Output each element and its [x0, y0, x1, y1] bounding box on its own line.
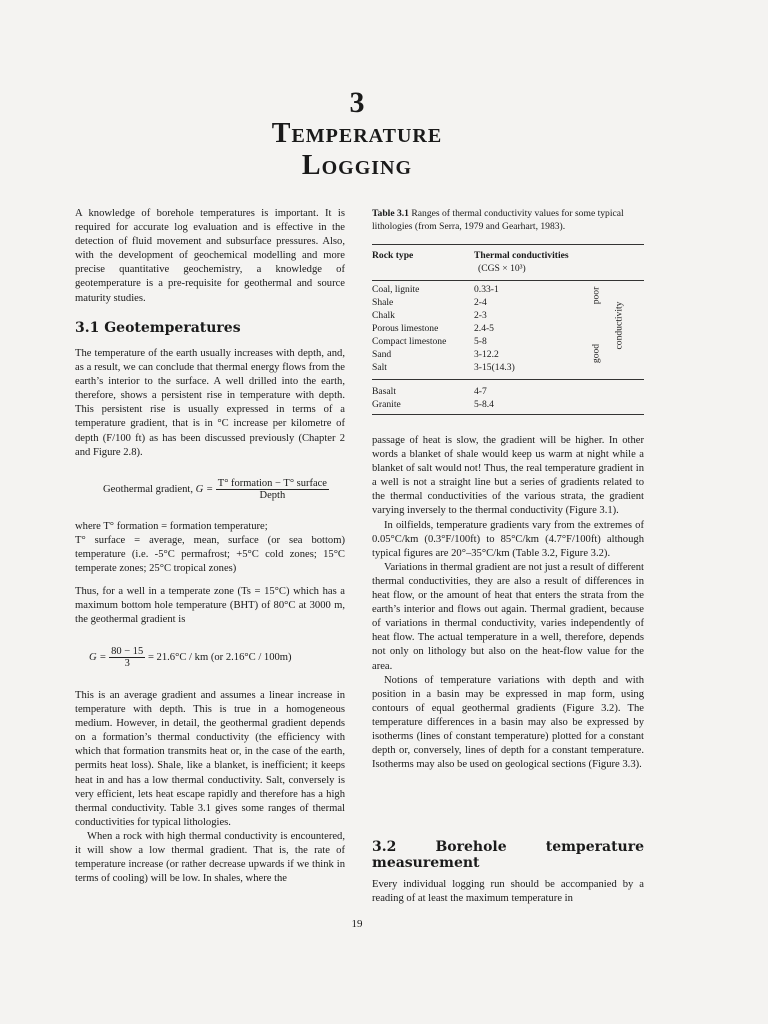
table-caption-text: Ranges of thermal conductivity values for some typical lithologies (from Serra, 1979 and Gearhart, 1983).: [372, 208, 624, 232]
paragraph-text: When a rock with high thermal conductivity is encountered, it will show a low thermal gradient. That is, the rate of temperature increase (or rather decrease upwards if we think in terms of cooling) will be low. In shales, where the: [75, 830, 345, 885]
table-header-rock-type: Rock type: [372, 250, 414, 261]
equation-label: Geothermal gradient,: [103, 483, 194, 495]
rock-type-cell: Salt: [372, 362, 387, 373]
rock-type-cell: Coal, lignite: [372, 284, 420, 295]
geothermal-gradient-equation: [103, 478, 329, 501]
rock-type-cell: Compact limestone: [372, 336, 447, 347]
equation-variable: G =: [89, 651, 107, 663]
paragraph-text: Thus, for a well in a temperate zone (Ts = 15°C) which has a maximum bottom hole temperature (BHT) of 80°C at 3000 m, the geothermal gradient is: [75, 586, 345, 626]
equation-denominator: Depth: [259, 490, 286, 501]
paragraph-text: Variations in thermal gradient are not just a result of different thermal conductivities, they are also a result of differences in heat flow, or the amount of heat that enters the strata from the earth’s interior and flows out again. Thermal gradient, because of variations in thermal conductivity, varies independently of heat flow. The actual temperature in a well, therefore, depends not only on lithology but also on the heat-flow value for the area.: [372, 561, 644, 672]
rock-type-cell: Shale: [372, 297, 394, 308]
conductivity-cell: 3-15(14.3): [474, 362, 515, 373]
conductivity-cell: 5-8.4: [474, 399, 494, 410]
section-3-2-heading: [372, 839, 644, 871]
section-heading: 3.2 Borehole temperature measurement: [372, 839, 644, 871]
table-row: [372, 283, 572, 296]
paragraph-text: The temperature of the earth usually increases with depth, and, as a result, we can conclude that thermal energy flows from the earth’s interior to the surface. A well drilled into the earth, therefore, shows a persistent rise in temperature with depth. This persistent rise is usually expressed in terms of a temperature gradient, that is in °C increase per kilometre of depth (F/100 ft) as has been discussed previously (Chapter 2 and Figure 2.8).: [75, 348, 345, 458]
equation-denominator: 3: [124, 658, 130, 669]
rock-type-cell: Basalt: [372, 386, 396, 397]
table-row: [372, 296, 572, 309]
paragraph-text: Every individual logging run should be accompanied by a reading of at least the maximum temperature in: [372, 879, 644, 905]
table-bottom-rule: [372, 414, 644, 415]
rock-type-cell: Chalk: [372, 310, 395, 321]
conductivity-cell: 3-12.2: [474, 349, 499, 360]
conductivity-cell: 2-4: [474, 297, 487, 308]
label-conductivity: conductivity: [613, 301, 625, 350]
intro-paragraph: [75, 207, 345, 306]
table-caption: [372, 208, 644, 234]
definition-surface: T° surface = average, mean, surface (or sea bottom) temperature (i.e. -5°C permafrost; +5°C cold zones; 15°C temperate zones; 25°C tropical zones): [75, 535, 345, 575]
where-definitions: [75, 520, 345, 576]
equation-variable: G =: [195, 483, 214, 495]
label-poor: poor: [590, 286, 602, 305]
table-top-rule: [372, 244, 644, 245]
equation-numerator: 80 − 15: [111, 646, 144, 657]
table-header-unit: (CGS × 10³): [478, 263, 526, 274]
table-caption-label: Table 3.1: [372, 208, 409, 219]
table-header-rule: [372, 280, 644, 281]
table-row: [372, 385, 572, 398]
equation-fraction: [216, 478, 329, 501]
conductivity-cell: 5-8: [474, 336, 487, 347]
table-row: [372, 398, 572, 411]
equation-numerator: T° formation − T° surface: [217, 478, 327, 489]
section-3-1-paragraph-2: [75, 585, 345, 627]
chapter-number: 3: [349, 86, 365, 119]
page-number: 19: [351, 918, 363, 930]
section-3-2-paragraph: [372, 878, 644, 906]
table-row: [372, 335, 572, 348]
equation-result: = 21.6°C / km (or 2.16°C / 100m): [147, 651, 292, 663]
definition-formation: where T° formation = formation temperature;: [75, 521, 268, 532]
rock-type-cell: Sand: [372, 349, 392, 360]
table-row: [372, 322, 572, 335]
chapter-title-line2: Logging: [301, 150, 413, 181]
chapter-title-line1: Temperature: [271, 118, 443, 149]
equation-fraction: [109, 646, 145, 669]
section-3-1-paragraph-1: [75, 347, 345, 460]
conductivity-cell: 2.4-5: [474, 323, 494, 334]
paragraph-text: This is an average gradient and assumes a linear increase in temperature with depth. This is true in a homogeneous medium. However, in detail, the geothermal gradient depends on a formation’s thermal conductivity (the efficiency with which that formation transmits heat or, in the case of the earth, permits heat loss). Shale, like a blanket, is inefficient; it keeps heat in and has a low thermal conductivity. Salt, conversely is very efficient, lets heat escape rapidly and therefore has a high thermal conductivity. Table 3.1 gives some ranges of thermal conductivities for typical lithologies.: [75, 690, 345, 828]
rock-type-cell: Granite: [372, 399, 401, 410]
rock-type-cell: Porous limestone: [372, 323, 439, 334]
table-row: [372, 348, 572, 361]
table-middle-rule: [372, 379, 644, 380]
table-header-conductivity: Thermal conductivities: [474, 250, 569, 261]
right-column-text: [372, 434, 644, 772]
section-3-1-heading: [75, 320, 345, 336]
label-good: good: [590, 343, 602, 364]
conductivity-cell: 4-7: [474, 386, 487, 397]
gradient-example-equation: [89, 646, 292, 669]
table-row: [372, 309, 572, 322]
intro-text: A knowledge of borehole temperatures is important. It is required for accurate log evaluation and is effective in the detection of fluid movement and subsurface pressures. Also, with the development of geochemical modelling and more precise quantitative geochemistry, a knowledge of geotemperature is a pre-requisite for geothermal and source maturity studies.: [75, 208, 345, 304]
paragraph-text: Notions of temperature variations with depth and with position in a basin may be expressed in map form, using contours of equal geothermal gradients (Figure 3.2). The temperature differences in a basin may also be expressed by isotherms (lines of constant temperature) plotted for a constant depth or, conversely, lines of depth for a constant temperature. Isotherms may also be used on geological sections (Figure 3.3).: [372, 674, 644, 771]
conductivity-cell: 2-3: [474, 310, 487, 321]
paragraph-text: In oilfields, temperature gradients vary from the extremes of 0.05°C/km (0.3°F/100ft) to 85°C/km (4.7°F/100ft) although typical figures are 20°–35°C/km (Table 3.2, Figure 3.2).: [372, 519, 644, 559]
section-heading: 3.1 Geotemperatures: [75, 320, 241, 336]
paragraph-text: passage of heat is slow, the gradient will be higher. In other words a blanket of shale would keep us warm at night while a blanket of salt would not! Thus, the real temperature gradient in a well is not a straight line but a series of gradients related to the thermal conductivities of the various strata, the gradient varying inversely to the thermal conductivity (Figure 3.1).: [372, 435, 644, 517]
section-3-1-paragraph-3: [75, 689, 345, 886]
conductivity-cell: 0.33-1: [474, 284, 499, 295]
table-row: [372, 361, 572, 374]
